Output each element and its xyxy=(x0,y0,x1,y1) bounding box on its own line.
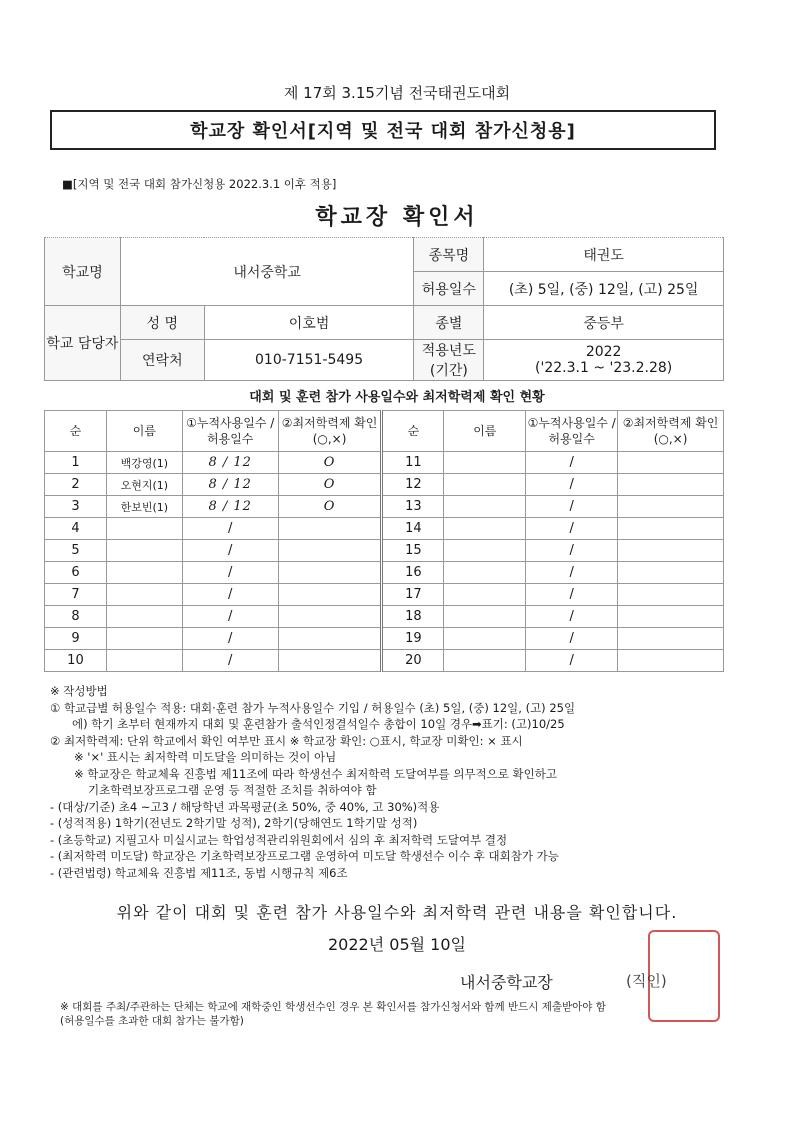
days-used: / xyxy=(526,452,618,474)
manager-label: 학교 담당자 xyxy=(45,306,121,381)
min-academic-check xyxy=(278,628,382,650)
instruction-line: - (관련법령) 학교체육 진흥법 제11조, 동법 시행규칙 제6조 xyxy=(50,865,348,880)
roster-body xyxy=(45,411,724,672)
student-name xyxy=(444,650,526,672)
days-used: / xyxy=(526,606,618,628)
allowed-days-value: (초) 5일, (중) 12일, (고) 25일 xyxy=(484,272,724,306)
table-row xyxy=(45,474,724,496)
division-label: 종별 xyxy=(414,306,484,340)
col-header-name: 이름 xyxy=(106,411,182,452)
footer-line: ※ 대회를 주최/주관하는 단체는 학교에 재학중인 학생선수인 경우 본 확인서를 참가신청서와 함께 반드시 제출받아야 함 xyxy=(60,1001,606,1013)
student-name xyxy=(106,562,182,584)
row-number: 12 xyxy=(382,474,444,496)
instruction-line: - (초등학교) 지필고사 미실시교는 학업성적관리위원회에서 심의 후 최저학력 도달여부 결정 xyxy=(50,832,508,847)
instruction-line: ※ 학교장은 학교체육 진흥법 제11조에 따라 학생선수 최저학력 도달여부를 의무적으로 확인하고 xyxy=(74,766,557,781)
min-academic-check xyxy=(618,518,724,540)
table-row xyxy=(45,452,724,474)
contact-value: 010-7151-5495 xyxy=(204,340,414,381)
student-name xyxy=(106,518,182,540)
col-header-no: 순 xyxy=(382,411,444,452)
student-name xyxy=(106,606,182,628)
table-row xyxy=(45,584,724,606)
table-row xyxy=(45,628,724,650)
event-label: 종목명 xyxy=(414,238,484,272)
row-number: 15 xyxy=(382,540,444,562)
min-academic-check xyxy=(278,606,382,628)
school-name: 내서중학교 xyxy=(120,238,414,306)
certificate-title: 학교장 확인서 xyxy=(315,205,479,230)
min-academic-check xyxy=(278,584,382,606)
row-number: 19 xyxy=(382,628,444,650)
event-title: 제 17회 3.15기념 전국태권도대회 xyxy=(283,84,511,102)
row-number: 6 xyxy=(45,562,107,584)
row-number: 5 xyxy=(45,540,107,562)
row-number: 1 xyxy=(45,452,107,474)
min-academic-check xyxy=(278,650,382,672)
days-used: / xyxy=(182,650,278,672)
student-name xyxy=(444,584,526,606)
table-row xyxy=(45,496,724,518)
table-row xyxy=(45,562,724,584)
min-academic-check xyxy=(618,584,724,606)
roster-header-row xyxy=(45,411,724,452)
contact-label: 연락처 xyxy=(120,340,204,381)
days-used: / xyxy=(526,474,618,496)
min-academic-check: O xyxy=(278,474,382,496)
student-name xyxy=(106,650,182,672)
min-academic-check xyxy=(618,474,724,496)
days-used: 8 / 12 xyxy=(182,496,278,518)
days-used: / xyxy=(526,628,618,650)
min-academic-check xyxy=(278,540,382,562)
row-number: 9 xyxy=(45,628,107,650)
row-number: 3 xyxy=(45,496,107,518)
min-academic-check: O xyxy=(278,452,382,474)
row-number: 16 xyxy=(382,562,444,584)
days-used: / xyxy=(526,540,618,562)
row-number: 20 xyxy=(382,650,444,672)
student-name xyxy=(444,452,526,474)
year-value: 2022 xyxy=(585,344,622,360)
days-used: / xyxy=(526,584,618,606)
student-name xyxy=(444,518,526,540)
division-value: 중등부 xyxy=(484,306,724,340)
table-row xyxy=(45,606,724,628)
status-heading: 대회 및 훈련 참가 사용일수와 최저학력제 확인 현황 xyxy=(249,390,545,405)
instruction-line: 에) 학기 초부터 현재까지 대회 및 훈련참가 출석인정결석일수 총합이 10일 경우➡표기: (고)10/25 xyxy=(72,717,565,731)
instruction-line: ※ 작성방법 xyxy=(50,684,108,698)
days-used: / xyxy=(182,518,278,540)
table-row xyxy=(45,540,724,562)
row-number: 2 xyxy=(45,474,107,496)
table-row xyxy=(45,650,724,672)
instruction-line: - (대상/기준) 초4 ~고3 / 해당학년 과목평균(초 50%, 중 40%, 고 30%)적용 xyxy=(50,799,440,814)
footer-note xyxy=(60,1000,740,1028)
name-value: 이호범 xyxy=(204,306,414,340)
days-used: / xyxy=(182,628,278,650)
row-number: 18 xyxy=(382,606,444,628)
year-cell xyxy=(484,340,724,381)
col-header-name: 이름 xyxy=(444,411,526,452)
instruction-line: ※ '×' 표시는 최저학력 미도달을 의미하는 것이 아님 xyxy=(74,750,337,764)
row-number: 13 xyxy=(382,496,444,518)
row-number: 14 xyxy=(382,518,444,540)
allowed-days-label: 허용일수 xyxy=(414,272,484,306)
row-number: 11 xyxy=(382,452,444,474)
col-header-days: ①누적사용일수 /허용일수 xyxy=(526,411,618,452)
row-number: 4 xyxy=(45,518,107,540)
student-name xyxy=(444,562,526,584)
days-used: / xyxy=(526,562,618,584)
writing-instructions xyxy=(50,683,740,881)
instruction-line: - (성적적용) 1학기(전년도 2학기말 성적), 2학기(당해연도 1학기말 성적) xyxy=(50,816,418,830)
student-name xyxy=(444,496,526,518)
seal-mark-label: (직인) xyxy=(626,972,667,990)
apply-note: ■[지역 및 전국 대회 참가신청용 2022.3.1 이후 적용] xyxy=(62,177,337,191)
days-used: / xyxy=(182,540,278,562)
days-used: 8 / 12 xyxy=(182,474,278,496)
days-used: / xyxy=(182,562,278,584)
instruction-line: - (최저학력 미도달) 학교장은 기초학력보장프로그램 운영하여 미도달 학생선수 이수 후 대회참가 가능 xyxy=(50,849,559,863)
days-used: / xyxy=(526,496,618,518)
col-header-days: ①누적사용일수 /허용일수 xyxy=(182,411,278,452)
footer-line: (허용일수를 초과한 대회 참가는 불가함) xyxy=(60,1015,244,1027)
min-academic-check xyxy=(618,650,724,672)
row-number: 7 xyxy=(45,584,107,606)
min-academic-check xyxy=(618,452,724,474)
table-row xyxy=(45,518,724,540)
days-used: / xyxy=(526,650,618,672)
row-number: 8 xyxy=(45,606,107,628)
school-label: 학교명 xyxy=(45,238,121,306)
col-header-no: 순 xyxy=(45,411,107,452)
student-name: 오현지(1) xyxy=(106,474,182,496)
period-value: ('22.3.1 ~ '23.2.28) xyxy=(535,360,673,376)
school-info-table xyxy=(44,237,724,381)
confirmation-date: 2022년 05월 10일 xyxy=(328,935,466,954)
student-name xyxy=(106,628,182,650)
instruction-line: 기초학력보장프로그램 운영 등 적절한 조치를 취하여야 함 xyxy=(88,783,377,797)
student-name xyxy=(444,606,526,628)
year-label: 적용년도 (기간) xyxy=(414,340,484,381)
min-academic-check xyxy=(618,540,724,562)
min-academic-check xyxy=(278,518,382,540)
main-title: 학교장 확인서[지역 및 전국 대회 참가신청용] xyxy=(50,110,716,150)
event-value: 태권도 xyxy=(484,238,724,272)
confirmation-text: 위와 같이 대회 및 훈련 참가 사용일수와 최저학력 관련 내용을 확인합니다. xyxy=(116,903,678,922)
min-academic-check: O xyxy=(278,496,382,518)
row-number: 17 xyxy=(382,584,444,606)
signer-name: 내서중학교장 xyxy=(460,973,553,992)
min-academic-check xyxy=(278,562,382,584)
col-header-min-academic: ②최저학력제 확인(○,×) xyxy=(278,411,382,452)
student-name xyxy=(444,628,526,650)
min-academic-check xyxy=(618,562,724,584)
instruction-line: ① 학교급별 허용일수 적용: 대회·훈련 참가 누적사용일수 기입 / 허용일수 (초) 5일, (중) 12일, (고) 25일 xyxy=(50,700,576,715)
min-academic-check xyxy=(618,496,724,518)
days-used: / xyxy=(526,518,618,540)
days-used: / xyxy=(182,584,278,606)
name-label: 성 명 xyxy=(120,306,204,340)
student-name xyxy=(106,540,182,562)
student-name xyxy=(444,540,526,562)
days-used: / xyxy=(182,606,278,628)
student-name xyxy=(444,474,526,496)
days-used: 8 / 12 xyxy=(182,452,278,474)
row-number: 10 xyxy=(45,650,107,672)
student-name xyxy=(106,584,182,606)
student-name: 백강영(1) xyxy=(106,452,182,474)
min-academic-check xyxy=(618,628,724,650)
min-academic-check xyxy=(618,606,724,628)
roster-table xyxy=(44,410,724,672)
instruction-line: ② 최저학력제: 단위 학교에서 확인 여부만 표시 ※ 학교장 확인: ○표시, 학교장 미확인: × 표시 xyxy=(50,733,523,748)
col-header-min-academic: ②최저학력제 확인(○,×) xyxy=(618,411,724,452)
student-name: 한보빈(1) xyxy=(106,496,182,518)
